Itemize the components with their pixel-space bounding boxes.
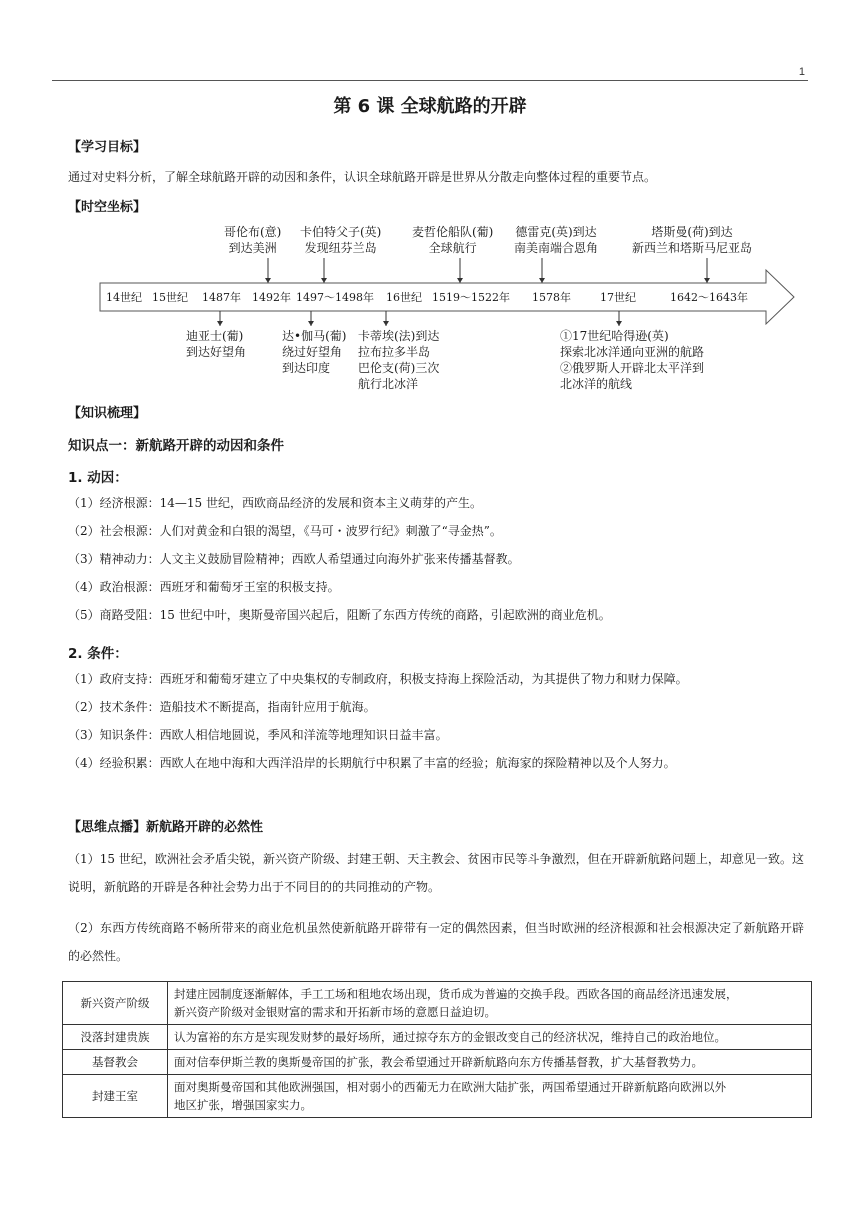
table-category: 基督教会 — [63, 1050, 168, 1075]
table-row — [63, 982, 812, 1025]
thinking-paragraph: （1）15 世纪，欧洲社会矛盾尖锐，新兴资产阶级、封建王朝、天主教会、贫困市民等斗争激烈，但在开辟新航路问题上，却意见一致。这说明，新航路的开辟是各种社会势力出于不同目的的共同推动的产物。 — [68, 852, 804, 894]
thinking-paragraph: （2）东西方传统商路不畅所带来的商业危机虽然使新航路开辟带有一定的偶然因素，但当时欧洲的经济根源和社会根源决定了新航路开辟的必然性。 — [68, 921, 804, 963]
timeline-heading: 【时空坐标】 — [68, 200, 147, 215]
thinking-heading: 【思维点播】新航路开辟的必然性 — [68, 820, 264, 835]
table-description: 认为富裕的东方是实现发财梦的最好场所，通过掠夺东方的金银改变自己的经济状况，维持自己的政治地位。 — [168, 1025, 812, 1050]
tick-label: 1497～1498年 — [296, 291, 374, 304]
tick-label: 16世纪 — [386, 291, 422, 304]
tick-label: 1519～1522年 — [432, 291, 510, 304]
table-category: 封建王室 — [63, 1075, 168, 1118]
event-gama: 达•伽马(葡) 绕过好望角 到达印度 — [282, 329, 347, 375]
motive-item: （1）经济根源：14—15 世纪，西欧商品经济的发展和资本主义萌芽的产生。 — [68, 496, 482, 510]
table-row — [63, 1050, 812, 1075]
event-tasman: 塔斯曼(荷)到达 新西兰和塔斯马尼亚岛 — [632, 225, 753, 255]
tick-label: 1487年 — [202, 291, 241, 304]
objectives-heading: 【学习目标】 — [68, 140, 147, 155]
table-row — [63, 1025, 812, 1050]
event-columbus: 哥伦布(意) 到达美洲 — [224, 225, 282, 255]
tick-label: 14世纪 — [106, 291, 142, 304]
table-category: 新兴资产阶级 — [63, 982, 168, 1025]
knowledge-heading: 【知识梳理】 — [68, 406, 147, 421]
motives-title: 1. 动因： — [68, 470, 128, 486]
event-dias: 迪亚士(葡) 到达好望角 — [186, 329, 247, 359]
motive-item: （5）商路受阻：15 世纪中叶，奥斯曼帝国兴起后，阻断了东西方传统的商路，引起欧洲的商业危机。 — [68, 608, 611, 622]
table-category: 没落封建贵族 — [63, 1025, 168, 1050]
header-rule — [52, 80, 808, 81]
event-drake: 德雷克(英)到达 南美南端合恩角 — [514, 225, 599, 255]
motive-item: （3）精神动力：人文主义鼓励冒险精神；西欧人希望通过向海外扩张来传播基督教。 — [68, 552, 520, 566]
condition-item: （2）技术条件：造船技术不断提高，指南针应用于航海。 — [68, 700, 376, 714]
event-cabot: 卡伯特父子(英) 发现纽芬兰岛 — [300, 225, 382, 255]
motive-item: （4）政治根源：西班牙和葡萄牙王室的积极支持。 — [68, 580, 340, 594]
table-row — [63, 1075, 812, 1118]
tick-label: 1642～1643年 — [670, 291, 748, 304]
page-number: 1 — [798, 66, 805, 78]
condition-item: （4）经验积累：西欧人在地中海和大西洋沿岸的长期航行中积累了丰富的经验；航海家的探险精神以及个人努力。 — [68, 756, 676, 770]
event-magellan: 麦哲伦船队(葡) 全球航行 — [412, 225, 494, 255]
point1-title: 知识点一：新航路开辟的动因和条件 — [68, 438, 284, 454]
tick-label: 1578年 — [532, 291, 571, 304]
table-description: 面对信奉伊斯兰教的奥斯曼帝国的扩张，教会希望通过开辟新航路向东方传播基督教，扩大基督教势力。 — [168, 1050, 812, 1075]
table-description: 面对奥斯曼帝国和其他欧洲强国，相对弱小的西葡无力在欧洲大陆扩张，两国希望通过开辟新航路向欧洲以外 地区扩张，增强国家实力。 — [168, 1075, 812, 1118]
tick-label: 15世纪 — [152, 291, 188, 304]
timeline — [90, 225, 800, 398]
motive-item: （2）社会根源：人们对黄金和白银的渴望，《马可・波罗行纪》刺激了“寻金热”。 — [68, 524, 502, 538]
tick-label: 1492年 — [252, 291, 291, 304]
tick-label: 17世纪 — [600, 291, 636, 304]
event-hudson-russia: ①17世纪哈得逊(英) 探索北冰洋通向亚洲的航路 ②俄罗斯人开辟北太平洋到 北冰洋的航线 — [560, 329, 705, 391]
condition-item: （3）知识条件：西欧人相信地圆说，季风和洋流等地理知识日益丰富。 — [68, 728, 448, 742]
objectives-text: 通过对史料分析，了解全球航路开辟的动因和条件，认识全球航路开辟是世界从分散走向整体过程的重要节点。 — [68, 170, 657, 184]
event-cartier-barents: 卡蒂埃(法)到达 拉布拉多半岛 巴伦支(荷)三次 航行北冰洋 — [358, 329, 440, 391]
table-description: 封建庄园制度逐渐解体，手工工场和租地农场出现，货币成为普遍的交换手段。西欧各国的商品经济迅速发展， 新兴资产阶级对金银财富的需求和开拓新市场的意愿日益迫切。 — [168, 982, 812, 1025]
social-forces-table — [62, 981, 812, 1118]
page-title: 第 6 课 全球航路的开辟 — [333, 96, 527, 117]
condition-item: （1）政府支持：西班牙和葡萄牙建立了中央集权的专制政府，积极支持海上探险活动，为其提供了物力和财力保障。 — [68, 672, 688, 686]
conditions-title: 2. 条件： — [68, 646, 128, 662]
